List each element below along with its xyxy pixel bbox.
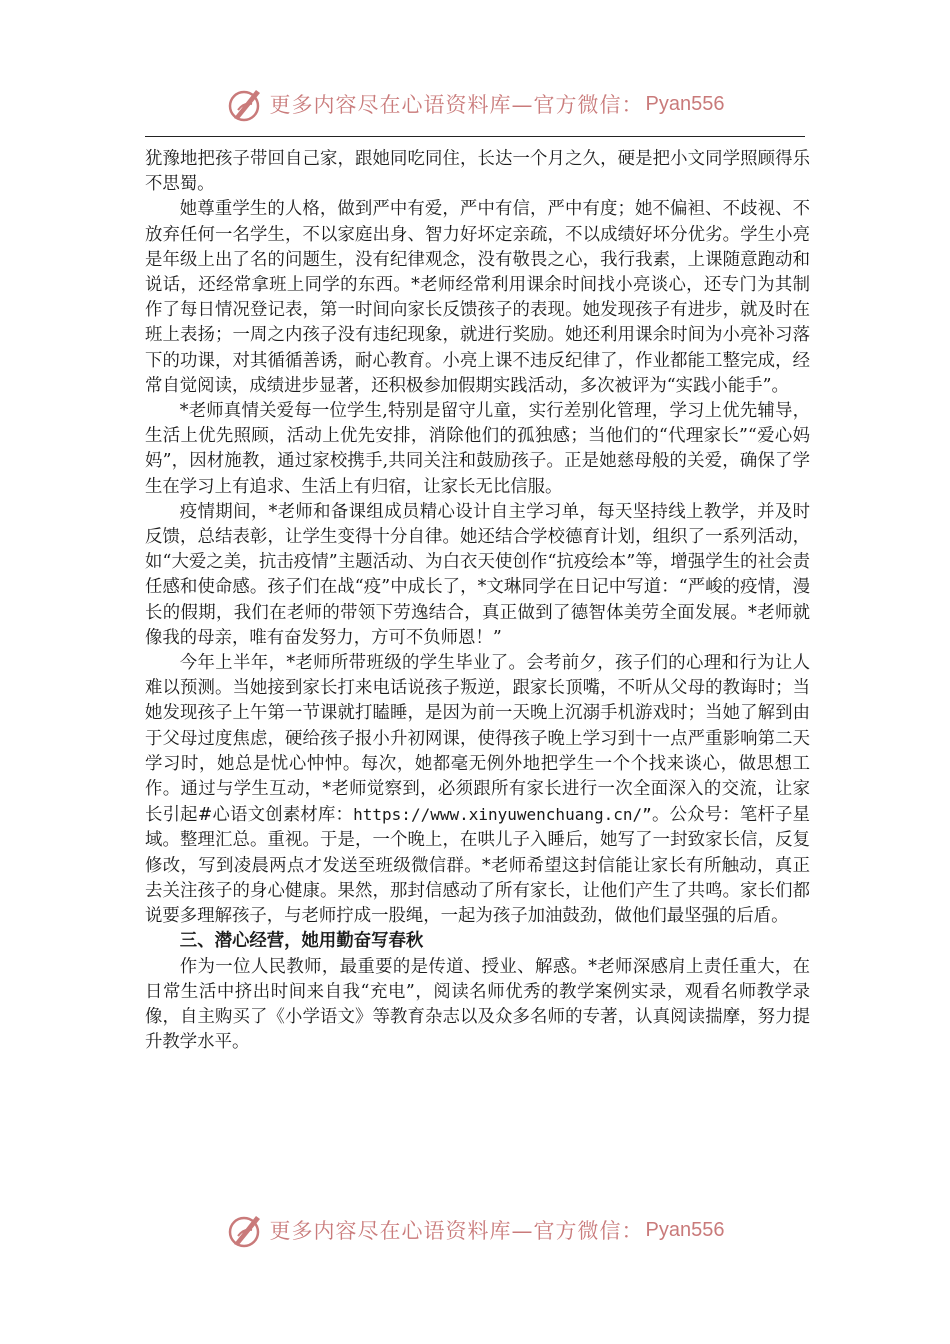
- paragraph: 犹豫地把孩子带回自己家，跟她同吃同住，长达一个月之久，硬是把小文同学照顾得乐不思蜀。: [145, 149, 810, 195]
- banner-contact: Pyan556: [645, 92, 725, 115]
- section-heading: 三、潜心经营，她用勤奋写春秋: [179, 931, 424, 952]
- paragraph: 她尊重学生的人格，做到严中有爱，严中有信，严中有度；她不偏袒、不歧视、不放弃任何一名学生，不以家庭出身、智力好坏定亲疏，不以成绩好坏分优劣。学生小亮是年级上出了名的问题生，没有纪律观念，没有敬畏之心，我行我素，上课随意跑动和说话，还经常拿班上同学的东西。*老师经常利用课余时间找小亮谈心，还专门为其制作了每日情况登记表，第一时间向家长反馈孩子的表现。她发现孩子有进步，就及时在班上表扬；一周之内孩子没有违纪现象，就进行奖励。她还利用课余时间为小亮补习落下的功课，对其循循善诱，耐心教育。小亮上课不违反纪律了，作业都能工整完成，经常自觉阅读，成绩进步显著，还积极参加假期实践活动，多次被评为“实践小能手”。: [145, 199, 810, 396]
- paragraph-text: 今年上半年，*老师所带班级的学生毕业了。会考前夕，孩子们的心理和行为让人难以预测。当她接到家长打来电话说孩子叛逆，跟家长顶嘴，不听从父母的教诲时；当她发现孩子上午第一节课就打瞌睡，是因为前一天晚上沉溺手机游戏时；当她了解到由于父母过度焦虑，硬给孩子报小升初网课，使得孩子晚上学习到十一点严重影响第二天学习时，她总是忧心忡忡。每次，她都毫无例外地把学生一个个找来谈心，做思想工作。通过与学生互动，*老师觉察到，必须跟所有家长进行一次全面深入的交流，让家长引起#心语文创素材库：: [145, 653, 810, 826]
- paragraph: 作为一位人民教师，最重要的是传道、授业、解惑。*老师深感肩上责任重大，在日常生活中挤出时间来自我“充电”，阅读名师优秀的教学案例实录，观看名师教学录像，自主购买了《小学语文》等教育杂志以及众多名师的专著，认真阅读揣摩，努力提升教学水平。: [145, 956, 810, 1053]
- paragraph: [145, 651, 810, 929]
- banner-text: 更多内容尽在心语资料库—官方微信：: [269, 93, 644, 117]
- document-body: [145, 147, 810, 1055]
- paragraph: *老师真情关爱每一位学生,特别是留守儿童，实行差别化管理，学习上优先辅导，生活上优先照顾，活动上优先安排，消除他们的孤独感；当他们的“代理家长”“爱心妈妈”，因材施教，通过家校携手,共同关注和鼓励孩子。正是她慈母般的关爱，确保了学生在学习上有追求、生活上有归宿，让家长无比信服。: [145, 401, 810, 497]
- header-divider: [145, 136, 805, 137]
- paragraph-text: 。公众号：笔杆子星域。整理汇总。重视。于是，一个晚上，在哄儿子入睡后，她写了一封致家长信，反复修改，写到凌晨两点才发送至班级微信群。*老师希望这封信能让家长有所触动，真正去关注孩子的身心健康。果然，那封信感动了所有家长，让他们产生了共鸣。家长们都说要多理解孩子，与老师拧成一股绳，一起为孩子加油鼓劲，做他们最坚强的后盾。: [145, 805, 810, 927]
- banner-text: 更多内容尽在心语资料库—官方微信：: [269, 1219, 644, 1243]
- pen-logo-icon: [226, 1210, 266, 1250]
- footer-banner: [0, 1206, 950, 1254]
- header-banner: [0, 80, 950, 128]
- banner-contact: Pyan556: [645, 1218, 725, 1241]
- source-url: https://www.xinyuwenchuang.cn/”: [353, 805, 652, 825]
- paragraph: 疫情期间，*老师和备课组成员精心设计自主学习单，每天坚持线上教学，并及时反馈，总结表彰，让学生变得十分自律。她还结合学校德育计划，组织了一系列活动，如“大爱之美，抗击疫情”主题活动、为白衣天使创作“抗疫绘本”等，增强学生的社会责任感和使命感。孩子们在战“疫”中成长了，*文琳同学在日记中写道：“严峻的疫情，漫长的假期，我们在老师的带领下劳逸结合，真正做到了德智体美劳全面发展。*老师就像我的母亲，唯有奋发努力，方可不负师恩！”: [145, 501, 810, 648]
- pen-logo-icon: [226, 84, 266, 124]
